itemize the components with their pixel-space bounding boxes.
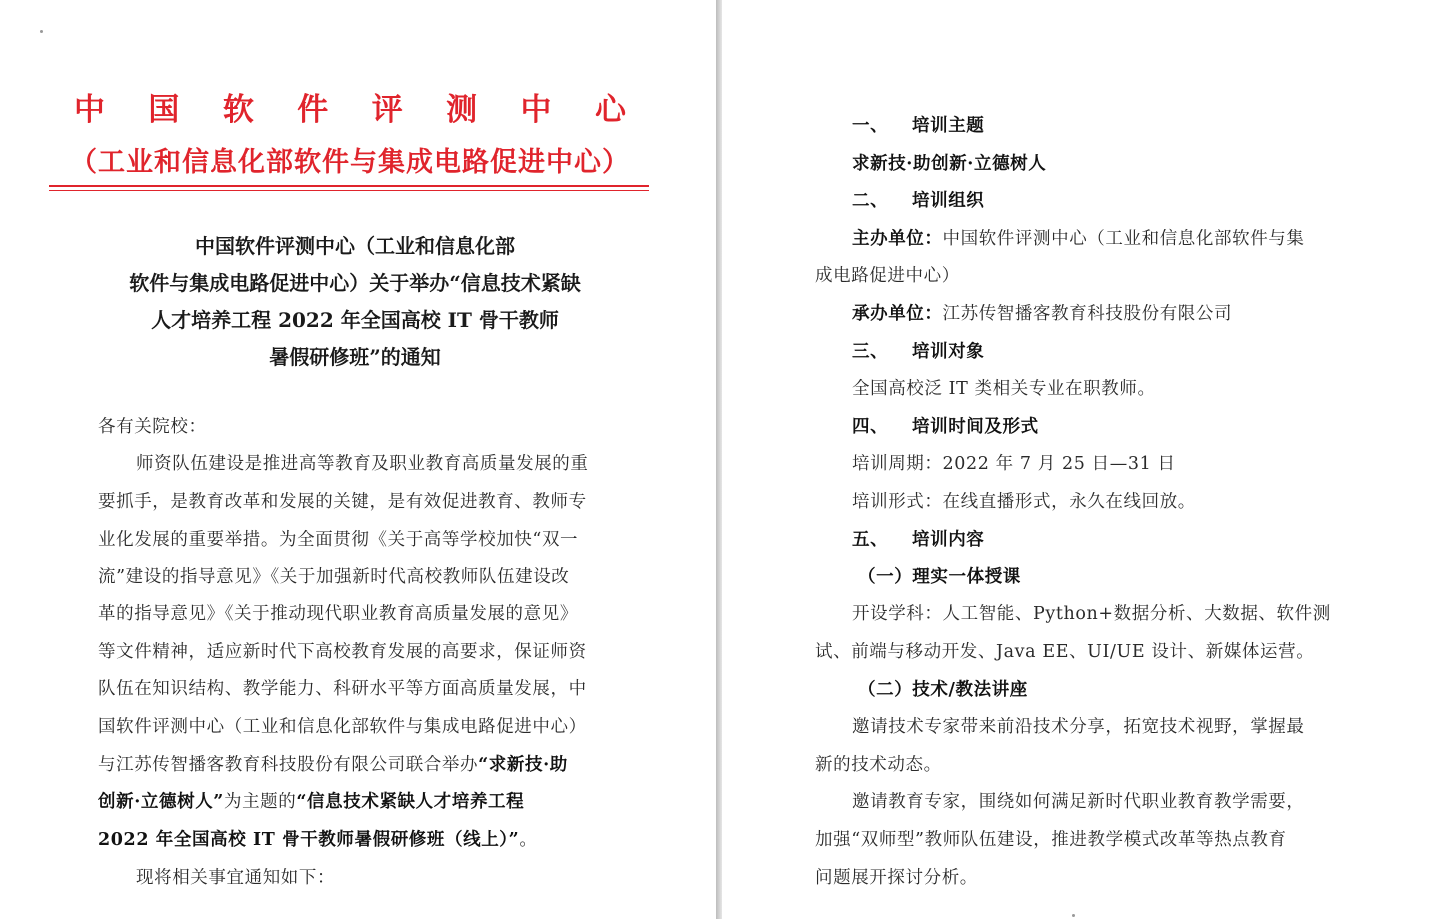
notice-title	[60, 228, 650, 376]
body-line: 新的技术动态。	[815, 755, 942, 775]
body-line: 加强“双师型”教师队伍建设，推进教学模式改革等热点教育	[815, 830, 1287, 850]
format-text: 培训形式：在线直播形式，永久在线回放。	[852, 492, 1196, 512]
audience-text: 全国高校泛 IT 类相关专业在职教师。	[852, 379, 1156, 399]
section-number: 一、	[852, 116, 889, 136]
letterhead-char: 评	[371, 92, 403, 128]
section-number: 五、	[852, 530, 889, 550]
body-line	[98, 788, 524, 813]
body-line: 邀请教育专家，围绕如何满足新时代职业教育教学需要，	[852, 792, 1305, 812]
host-line-cont: 成电路促进中心）	[815, 266, 960, 286]
host-value: 中国软件评测中心（工业和信息化部软件与集	[942, 229, 1305, 249]
scan-speck	[1072, 914, 1075, 917]
emphasis-text: “求新技·助	[478, 755, 568, 775]
notice-title-line: 暑假研修班”的通知	[269, 345, 441, 369]
body-line: 师资队伍建设是推进高等教育及职业教育高质量发展的重	[136, 454, 589, 474]
left-page	[0, 0, 716, 919]
subsection-heading: （一）理实一体授课	[858, 567, 1021, 587]
section-heading: 培训时间及形式	[912, 417, 1039, 437]
body-text: 与江苏传智播客教育科技股份有限公司联合举办	[98, 755, 479, 775]
body-line: 等文件精神，适应新时代下高校教育发展的高要求，保证师资	[98, 642, 587, 662]
body-line: 试、前端与移动开发、Java EE、UI/UE 设计、新媒体运营。	[815, 642, 1315, 662]
body-text: 为主题的	[223, 792, 297, 812]
host-label: 主办单位：	[852, 229, 943, 249]
letterhead-char: 测	[446, 92, 478, 128]
body-text: 。	[519, 830, 538, 850]
organizer-line	[852, 300, 1232, 325]
body-line	[98, 751, 568, 776]
organizer-value: 江苏传智播客教育科技股份有限公司	[942, 304, 1233, 324]
emphasis-text: “信息技术紧缺人才培养工程	[296, 792, 525, 812]
right-page	[722, 0, 1435, 919]
letterhead-title	[50, 84, 650, 129]
body-line: 要抓手，是教育改革和发展的关键，是有效促进教育、教师专	[98, 492, 587, 512]
period-text: 培训周期：2022 年 7 月 25 日—31 日	[852, 454, 1176, 474]
salutation: 各有关院校：	[98, 417, 207, 437]
letterhead-char: 中	[520, 92, 552, 128]
letterhead-char: 件	[297, 92, 329, 128]
notice-title-line: 人才培养工程 2022 年全国高校 IT 骨干教师	[151, 308, 559, 332]
theme-text: 求新技·助创新·立德树人	[852, 154, 1047, 174]
notice-title-line: 软件与集成电路促进中心）关于举办“信息技术紧缺	[129, 271, 581, 295]
notice-title-line: 中国软件评测中心（工业和信息化部	[195, 234, 515, 258]
body-line: 国软件评测中心（工业和信息化部软件与集成电路促进中心）	[98, 717, 587, 737]
closing-line: 现将相关事宜通知如下：	[136, 868, 336, 888]
letterhead-rule-thin	[49, 190, 649, 191]
letterhead-char: 国	[148, 92, 180, 128]
emphasis-text: 2022 年全国高校 IT 骨干教师暑假研修班（线上）”	[98, 830, 520, 850]
body-line: 开设学科：人工智能、Python+数据分析、大数据、软件测	[852, 604, 1331, 624]
section-number: 四、	[852, 417, 889, 437]
letterhead-char: 心	[594, 92, 626, 128]
organizer-label: 承办单位：	[852, 304, 943, 324]
section-number: 二、	[852, 191, 889, 211]
letterhead-char: 软	[222, 92, 254, 128]
emphasis-text: 创新·立德树人”	[98, 792, 224, 812]
body-line	[98, 826, 537, 851]
scan-speck	[40, 30, 43, 33]
body-line: 业化发展的重要举措。为全面贯彻《关于高等学校加快“双一	[98, 530, 579, 550]
body-line: 队伍在知识结构、教学能力、科研水平等方面高质量发展，中	[98, 679, 587, 699]
subsection-heading: （二）技术/教法讲座	[858, 680, 1028, 700]
body-line: 流”建设的指导意见》《关于加强新时代高校教师队伍建设改	[98, 567, 570, 587]
body-line: 问题展开探讨分析。	[815, 868, 978, 888]
body-line: 革的指导意见》《关于推动现代职业教育高质量发展的意见》	[98, 604, 578, 624]
letterhead-subtitle: （工业和信息化部软件与集成电路促进中心）	[70, 147, 630, 178]
section-heading: 培训对象	[912, 342, 985, 362]
letterhead-rule	[49, 185, 649, 187]
body-line: 邀请技术专家带来前沿技术分享，拓宽技术视野，掌握最	[852, 717, 1305, 737]
letterhead-char: 中	[74, 92, 105, 128]
host-line	[852, 225, 1305, 250]
section-heading: 培训组织	[912, 191, 985, 211]
section-number: 三、	[852, 342, 889, 362]
section-heading: 培训内容	[912, 530, 985, 550]
section-heading: 培训主题	[912, 116, 985, 136]
